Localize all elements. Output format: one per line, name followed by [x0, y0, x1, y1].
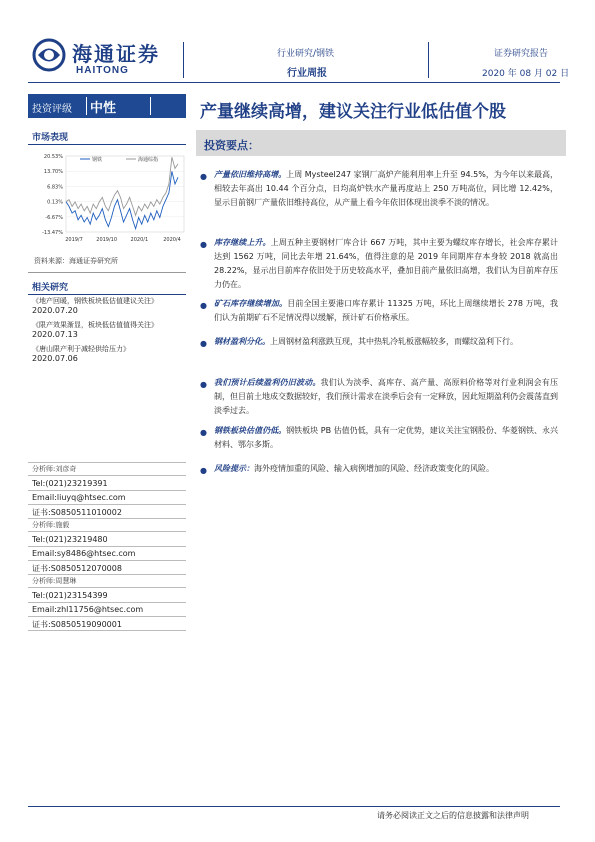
- key-point-text: 上周 Mysteel247 家钢厂高炉产能利用率上升至 94.5%，为今年以来最高，相较去年高出 10.44 个百分点，日均高炉铁水产量再度站上 250 万吨高位，同比增 12.42%，显示目前钢厂产量依旧维持高位，从产量上看今年依旧体现出淡季不淡的情况。: [214, 170, 558, 207]
- key-point: [214, 236, 558, 292]
- analyst-cert: 证书:S0850519090001: [32, 620, 122, 629]
- analyst-cert: 证书:S0850512070008: [32, 564, 122, 573]
- related-item-title[interactable]: 《唐山限产利于减轻供给压力》: [32, 345, 130, 353]
- logo-chinese-name: 海通证券: [72, 42, 160, 66]
- analyst-rule: [28, 630, 186, 631]
- analyst-rule: [28, 560, 186, 561]
- related-item-title[interactable]: 《地产回暖，钢铁板块低估值建议关注》: [32, 297, 158, 305]
- key-point-lead: 钢材盈利分化。: [214, 337, 270, 346]
- key-point-lead: 钢铁板块估值仍低。: [214, 426, 287, 435]
- key-point: [214, 335, 558, 349]
- y-tick-label: 6.83%: [47, 184, 63, 191]
- bullet-icon: ●: [200, 380, 207, 389]
- related-item-title[interactable]: 《限产效果渐显，板块低估值值得关注》: [32, 321, 158, 329]
- analyst-tel: Tel:(021)23154399: [32, 591, 108, 600]
- key-point: [214, 462, 558, 476]
- analyst-rule: [28, 574, 186, 575]
- analyst-name: 分析师:刘彦奇: [32, 465, 77, 473]
- analyst-tel: Tel:(021)23219480: [32, 535, 108, 544]
- analyst-rule: [28, 531, 186, 532]
- analyst-email[interactable]: Email:sy8486@htsec.com: [32, 549, 136, 558]
- analyst-rule: [28, 462, 186, 463]
- analyst-rule: [28, 475, 186, 476]
- key-point-text: 上周钢材盈利涨跌互现，其中热轧冷轧板涨幅较多，而螺纹盈利下行。: [270, 337, 518, 346]
- analyst-rule: [28, 518, 186, 519]
- related-section-label: 相关研究: [32, 283, 69, 293]
- y-tick-label: 13.70%: [43, 169, 63, 176]
- haitong-logo-icon: [32, 38, 66, 72]
- related-item-date: 2020.07.20: [32, 306, 78, 315]
- y-tick-label: -13.47%: [42, 230, 63, 236]
- bullet-icon: ●: [200, 240, 207, 249]
- x-tick-label: 2020/1: [130, 237, 149, 243]
- footer-rule: [28, 806, 560, 807]
- chart-source: 资料来源：海通证券研究所: [34, 257, 118, 265]
- section-rule: [28, 144, 186, 145]
- key-point-text: 钢铁板块 PB 估值仍低，具有一定优势，建议关注宝钢股份、华菱钢铁、永兴材料、鄂尔多斯。: [214, 426, 559, 449]
- analyst-rule: [28, 546, 186, 547]
- x-tick-label: 2019/10: [96, 237, 118, 243]
- analyst-tel: Tel:(021)23219391: [32, 479, 108, 488]
- key-point-text: 海外疫情加重的风险、输入病例增加的风险、经济政策变化的风险。: [254, 464, 494, 473]
- key-point-lead: 风险提示：: [214, 464, 254, 473]
- header-divider: [428, 42, 429, 78]
- analyst-rule: [28, 504, 186, 505]
- legend-label: 钢铁: [92, 157, 103, 163]
- key-point-text: 目前全国主要港口库存累计 11325 万吨，环比上周继续增长 278 万吨，我们认为前期矿石不足情况得以缓解，预计矿石价格承压。: [214, 299, 559, 322]
- key-point-text: 我们认为淡季、高库存、高产量、高原料价格等对行业利润会有压制，但目前土地成交数据较好，我们预计需求在淡季后会有一定释放，因此短期盈利仍会震荡直到淡季过去。: [214, 378, 559, 415]
- analyst-rule: [28, 587, 186, 588]
- market-section-label: 市场表现: [32, 133, 69, 143]
- x-tick-label: 2019/7: [65, 237, 83, 243]
- report-kind: 证券研究报告: [494, 49, 549, 59]
- analyst-rule: [28, 490, 186, 491]
- related-item-date: 2020.07.06: [32, 354, 78, 363]
- bullet-icon: ●: [200, 466, 207, 475]
- rating-label: 投资评级: [32, 104, 72, 115]
- key-point: [214, 424, 558, 452]
- key-point: [214, 376, 558, 418]
- key-point: [214, 168, 558, 210]
- analyst-cert: 证书:S0850511010002: [32, 508, 122, 517]
- bullet-icon: ●: [200, 172, 207, 181]
- key-point-lead: 产量依旧维持高增。: [214, 170, 287, 179]
- logo-english-name: HAITONG: [76, 65, 129, 76]
- market-chart: [28, 152, 188, 246]
- y-tick-label: 20.53%: [43, 154, 63, 160]
- y-tick-label: 0.13%: [47, 199, 63, 206]
- key-point-lead: 我们预计后续盈利仍旧波动。: [214, 378, 321, 387]
- analyst-rule: [28, 602, 186, 603]
- report-category: 行业研究/钢铁: [277, 49, 335, 59]
- bullet-icon: ●: [200, 339, 207, 348]
- footer-disclaimer: 请务必阅读正文之后的信息披露和法律声明: [377, 811, 529, 820]
- analyst-email[interactable]: Email:liuyq@htsec.com: [32, 493, 126, 502]
- key-point-text: 上周五种主要钢材厂库合计 667 万吨，其中主要为螺纹库存增长，社会库存累计达到 1562 万吨，同比去年增 21.64%，值得注意的是 2019 年同期库存本身较 2018 就高出 28.22%，显示出目前库存依旧处于历史较高水平，叠加目前产量依旧高增，我们认为目前库存压力仍在。: [214, 238, 558, 289]
- header-rule: [28, 82, 560, 83]
- bullet-icon: ●: [200, 428, 207, 437]
- section-rule: [28, 272, 186, 273]
- key-point-lead: 矿石库存继续增加。: [214, 299, 288, 308]
- related-item-date: 2020.07.13: [32, 330, 78, 339]
- key-points-label: 投资要点：: [204, 139, 259, 152]
- rating-divider: [150, 97, 151, 115]
- key-point-lead: 库存继续上升。: [214, 238, 271, 247]
- y-tick-label: -6.67%: [45, 214, 63, 221]
- section-rule: [28, 294, 186, 295]
- analyst-name: 分析师:周慧琳: [32, 577, 77, 585]
- analyst-email[interactable]: Email:zhl11756@htsec.com: [32, 605, 144, 614]
- series-line: [66, 171, 178, 228]
- key-point: [214, 297, 558, 325]
- analyst-name: 分析师:施毅: [32, 521, 70, 529]
- analyst-rule: [28, 616, 186, 617]
- legend-label: 海通综指: [138, 157, 159, 163]
- bullet-icon: ●: [200, 301, 207, 310]
- rating-value: 中性: [90, 101, 117, 116]
- header-divider: [183, 42, 184, 78]
- report-type: 行业周报: [287, 68, 327, 79]
- report-date: 2020 年 08 月 02 日: [482, 69, 570, 79]
- rating-divider: [86, 97, 87, 115]
- x-tick-label: 2020/4: [163, 237, 181, 243]
- report-title: 产量继续高增，建议关注行业低估值个股: [200, 102, 506, 122]
